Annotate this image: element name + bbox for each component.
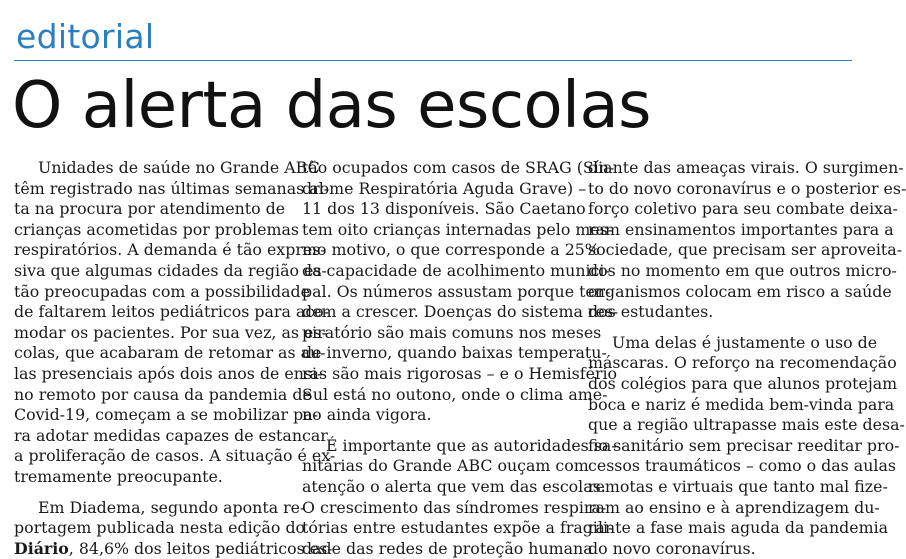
text-line: dos estudantes. [588, 302, 714, 322]
text-line: da capacidade de acolhimento munici- [302, 260, 610, 280]
text-line: modar os pacientes. Por sua vez, as es- [14, 322, 327, 342]
text-line: Sul está no outono, onde o clima ame- [302, 384, 608, 404]
text-line: drome Respiratória Aguda Grave) – [302, 178, 587, 198]
text-line: piratório são mais comuns nos meses [302, 322, 602, 342]
text-line: cessos traumáticos – como o das aulas [588, 456, 896, 476]
text-line: tão preocupadas com a possibilidade [14, 281, 310, 301]
section-divider [14, 60, 852, 61]
article-column-3 [588, 158, 906, 559]
text-line: Uma delas é justamente o uso de [612, 332, 878, 352]
text-line: colas, que acabaram de retomar as au- [14, 343, 326, 363]
text-line: remotas e virtuais que tanto mal fize- [588, 476, 888, 496]
section-label: editorial [16, 17, 155, 56]
text-line: no remoto por causa da pandemia de [14, 384, 312, 404]
text-line: tão ocupados com casos de SRAG (Sín- [302, 158, 615, 177]
text-line: ta na procura por atendimento de [14, 199, 286, 219]
paragraph-gap [302, 426, 564, 436]
text-line: to do novo coronavírus e o posterior es- [588, 178, 906, 198]
text-line: têm registrado nas últimas semanas al- [14, 178, 330, 198]
text-line: tem oito crianças internadas pelo mes- [302, 219, 614, 239]
text-line: ram ao ensino e à aprendizagem du- [588, 497, 880, 517]
text-line: Unidades de saúde no Grande ABC [38, 158, 320, 177]
text-line: Em Diadema, segundo aponta re- [38, 497, 306, 517]
text-line: O crescimento das síndromes respira- [302, 497, 607, 517]
text-line: Covid-19, começam a se mobilizar pa- [14, 405, 318, 425]
text-line: dade das redes de proteção humana [302, 538, 593, 558]
text-line: dos colégios para que alunos protejam [588, 373, 898, 393]
text-line: fio sanitário sem precisar reeditar pro- [588, 435, 900, 455]
text-line: máscaras. O reforço na recomendação [588, 353, 897, 373]
text-line: tremamente preocupante. [14, 466, 223, 486]
text-line: las presenciais após dois anos de ensi- [14, 363, 323, 383]
text-line: ras são mais rigorosas – e o Hemisfério [302, 363, 618, 383]
text-line: ram ensinamentos importantes para a [588, 219, 894, 239]
text-line: pal. Os números assustam porque ten- [302, 281, 611, 301]
paragraph-gap [588, 323, 850, 333]
headline: O alerta das escolas [12, 69, 651, 143]
text-line: rante a fase mais aguda da pandemia [588, 518, 889, 538]
text-line: tórias entre estudantes expõe a fragili- [302, 518, 614, 538]
text-line: crianças acometidas por problemas [14, 219, 299, 239]
text-line: dos no momento em que outros micro- [588, 260, 897, 280]
text-line: sociedade, que precisam ser aproveita- [588, 240, 903, 260]
text-line: dem a crescer. Doenças do sistema res- [302, 302, 619, 322]
text-line: mo motivo, o que corresponde a 25% [302, 240, 600, 260]
text-line: portagem publicada nesta edição do [14, 518, 306, 538]
text-line: ra adotar medidas capazes de estancar [14, 425, 328, 445]
text-line: diante das ameaças virais. O surgimen- [588, 158, 904, 177]
text-line: de inverno, quando baixas temperatu- [302, 343, 607, 363]
text-line: do novo coronavírus. [588, 538, 756, 558]
text-line: forço coletivo para seu combate deixa- [588, 199, 898, 219]
text-line: Diário, 84,6% dos leitos pediátricos es- [14, 538, 333, 558]
text-line: boca e nariz é medida bem-vinda para [588, 394, 895, 414]
text-line: nitárias do Grande ABC ouçam com [302, 456, 589, 476]
text-line: no ainda vigora. [302, 405, 432, 425]
text-line: a proliferação de casos. A situação é ex- [14, 446, 336, 466]
paragraph-gap [14, 488, 276, 498]
text-line: respiratórios. A demanda é tão expres- [14, 240, 326, 260]
text-line: 11 dos 13 disponíveis. São Caetano [302, 199, 586, 219]
text-line: de faltarem leitos pediátricos para aco- [14, 302, 330, 322]
text-line: organismos colocam em risco a saúde [588, 281, 892, 301]
text-line: atenção o alerta que vem das escolas. [302, 476, 606, 496]
article-column-1 [14, 158, 336, 559]
text-line: siva que algumas cidades da região es- [14, 260, 327, 280]
text-line: que a região ultrapasse mais este desa- [588, 415, 905, 435]
text-line: É importante que as autoridades sa- [326, 435, 617, 455]
article-column-2 [302, 158, 619, 559]
